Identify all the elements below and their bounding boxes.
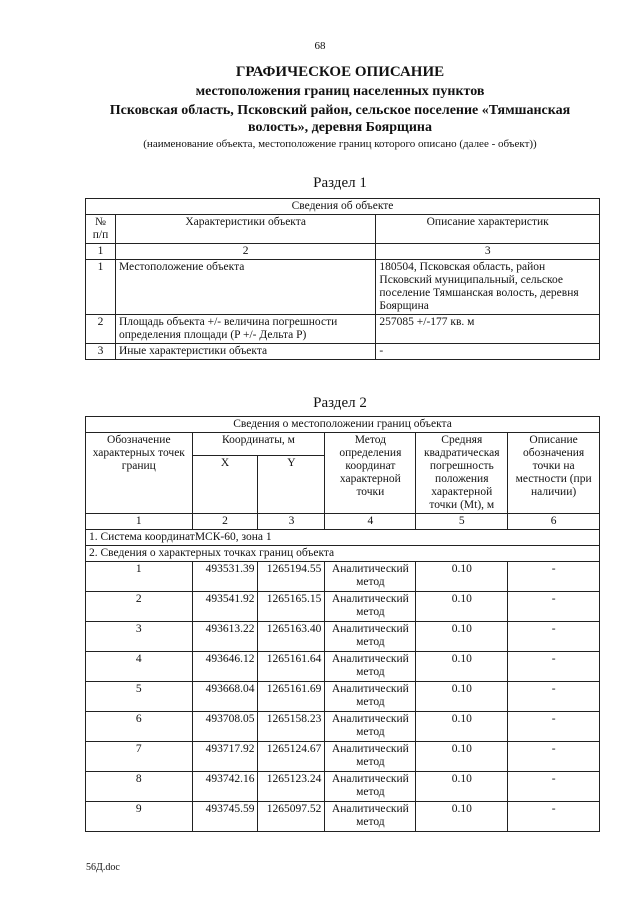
table-row <box>86 682 600 712</box>
row-description: 180504, Псковская область, район Псковский муниципальный, сельское поселение Тямшанская волость, деревня Боярщина <box>376 260 600 315</box>
table-row <box>86 712 600 742</box>
column-number: 6 <box>508 514 600 530</box>
point-marking: - <box>508 712 600 742</box>
point-method: Аналитический метод <box>325 622 416 652</box>
table-row <box>86 562 600 592</box>
point-error: 0.10 <box>416 682 508 712</box>
point-x: 493531.39 <box>192 562 258 592</box>
point-number: 6 <box>86 712 193 742</box>
point-number: 3 <box>86 622 193 652</box>
point-error: 0.10 <box>416 562 508 592</box>
point-marking: - <box>508 802 600 832</box>
table-row <box>86 315 600 344</box>
point-method: Аналитический метод <box>325 682 416 712</box>
point-method: Аналитический метод <box>325 562 416 592</box>
point-number: 1 <box>86 562 193 592</box>
column-header: Средняя квадратическая погрешность положения характерной точки (Mt), м <box>416 433 508 514</box>
point-x: 493541.92 <box>192 592 258 622</box>
section-2-heading: Раздел 2 <box>313 395 367 411</box>
point-method: Аналитический метод <box>325 742 416 772</box>
column-header: Характеристики объекта <box>115 215 375 244</box>
column-header: Описание характеристик <box>376 215 600 244</box>
point-number: 4 <box>86 652 193 682</box>
point-error: 0.10 <box>416 802 508 832</box>
table-row <box>86 742 600 772</box>
row-description: 257085 +/-177 кв. м <box>376 315 600 344</box>
points-table-body <box>86 562 600 832</box>
point-y: 1265194.55 <box>258 562 325 592</box>
row-characteristic: Местоположение объекта <box>115 260 375 315</box>
point-y: 1265124.67 <box>258 742 325 772</box>
column-number: 2 <box>192 514 258 530</box>
point-error: 0.10 <box>416 772 508 802</box>
table-row <box>86 802 600 832</box>
row-number: 1 <box>86 260 116 315</box>
point-method: Аналитический метод <box>325 712 416 742</box>
column-header: № п/п <box>86 215 116 244</box>
document-title-line-3: Псковская область, Псковский район, сельское поселение «Тямшанская <box>109 103 571 118</box>
point-error: 0.10 <box>416 742 508 772</box>
point-error: 0.10 <box>416 592 508 622</box>
point-marking: - <box>508 772 600 802</box>
column-header: Координаты, м <box>192 433 325 456</box>
table-row <box>86 592 600 622</box>
table-title: Сведения об объекте <box>86 199 600 215</box>
point-error: 0.10 <box>416 712 508 742</box>
column-header-y: Y <box>258 456 325 514</box>
table-row <box>86 652 600 682</box>
point-y: 1265161.64 <box>258 652 325 682</box>
point-x: 493668.04 <box>192 682 258 712</box>
table-row <box>86 344 600 360</box>
point-marking: - <box>508 682 600 712</box>
document-title-line-4: волость», деревня Боярщина <box>248 120 432 135</box>
column-header: Метод определения координат характерной точки <box>325 433 416 514</box>
table-row <box>86 260 600 315</box>
point-y: 1265165.15 <box>258 592 325 622</box>
column-number: 4 <box>325 514 416 530</box>
row-description: - <box>376 344 600 360</box>
point-x: 493646.12 <box>192 652 258 682</box>
point-error: 0.10 <box>416 622 508 652</box>
point-number: 9 <box>86 802 193 832</box>
point-x: 493717.92 <box>192 742 258 772</box>
point-number: 2 <box>86 592 193 622</box>
point-y: 1265163.40 <box>258 622 325 652</box>
point-method: Аналитический метод <box>325 652 416 682</box>
point-marking: - <box>508 592 600 622</box>
column-header: Обозначение характерных точек границ <box>86 433 193 514</box>
column-number: 3 <box>376 244 600 260</box>
document-subtitle: (наименование объекта, местоположение границ которого описано (далее - объект)) <box>143 138 537 150</box>
section-1-heading: Раздел 1 <box>313 175 367 191</box>
point-x: 493613.22 <box>192 622 258 652</box>
point-method: Аналитический метод <box>325 802 416 832</box>
point-method: Аналитический метод <box>325 592 416 622</box>
point-y: 1265158.23 <box>258 712 325 742</box>
point-y: 1265097.52 <box>258 802 325 832</box>
point-y: 1265123.24 <box>258 772 325 802</box>
column-number: 1 <box>86 514 193 530</box>
column-number: 3 <box>258 514 325 530</box>
column-header-x: X <box>192 456 258 514</box>
row-characteristic: Площадь объекта +/- величина погрешности определения площади (P +/- Дельта P) <box>115 315 375 344</box>
document-title: ГРАФИЧЕСКОЕ ОПИСАНИЕ <box>235 64 445 80</box>
table-row <box>86 622 600 652</box>
point-number: 8 <box>86 772 193 802</box>
point-x: 493742.16 <box>192 772 258 802</box>
point-number: 7 <box>86 742 193 772</box>
table-title: Сведения о местоположении границ объекта <box>86 417 600 433</box>
point-x: 493745.59 <box>192 802 258 832</box>
point-marking: - <box>508 652 600 682</box>
coordinate-system-row: 1. Система координатМСК-60, зона 1 <box>86 530 600 546</box>
document-title-line-2: местоположения границ населенных пунктов <box>195 84 485 99</box>
point-marking: - <box>508 742 600 772</box>
column-header: Описание обозначения точки на местности (при наличии) <box>508 433 600 514</box>
boundary-points-table <box>85 416 600 832</box>
row-characteristic: Иные характеристики объекта <box>115 344 375 360</box>
point-y: 1265161.69 <box>258 682 325 712</box>
points-section-row: 2. Сведения о характерных точках границ объекта <box>86 546 600 562</box>
point-number: 5 <box>86 682 193 712</box>
column-number: 5 <box>416 514 508 530</box>
column-number: 2 <box>115 244 375 260</box>
footer-filename: 56Д.doc <box>86 862 120 873</box>
point-marking: - <box>508 622 600 652</box>
row-number: 2 <box>86 315 116 344</box>
column-number: 1 <box>86 244 116 260</box>
point-error: 0.10 <box>416 652 508 682</box>
point-x: 493708.05 <box>192 712 258 742</box>
table-row <box>86 772 600 802</box>
row-number: 3 <box>86 344 116 360</box>
object-info-table <box>85 198 600 360</box>
point-method: Аналитический метод <box>325 772 416 802</box>
point-marking: - <box>508 562 600 592</box>
page-number: 68 <box>314 40 326 52</box>
